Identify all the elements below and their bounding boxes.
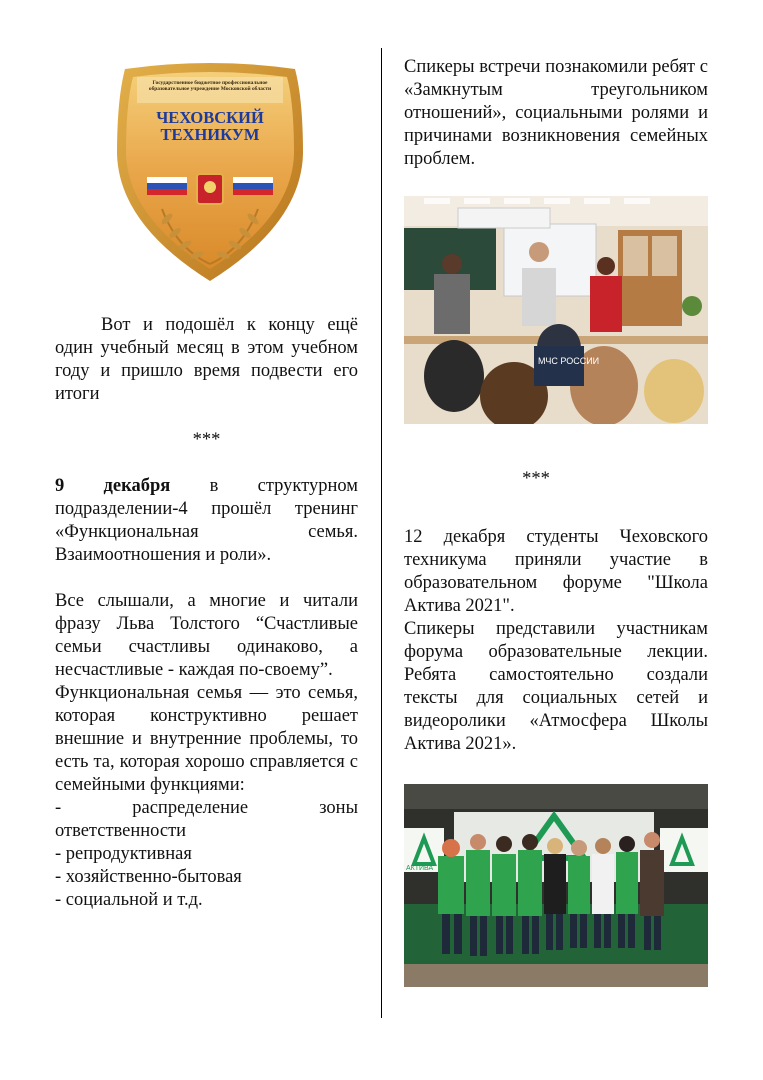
shield-logo — [107, 59, 313, 284]
function-item: - репродуктивная — [55, 844, 192, 864]
tolstoy-quote-paragraph: Все слышали, а многие и читали фразу Льва Толстого “Счастливые семьи счастливы одинаково, а несчастливые - каждая по-своему”. — [55, 591, 358, 680]
training-photo — [404, 196, 708, 431]
function-item: - хозяйственно-бытовая — [55, 867, 242, 887]
emblem-title-line2: ТЕХНИКУМ — [160, 125, 260, 144]
emblem-institution-text: Государственное бюджетное профессиональное образовательное учреждение Московской области — [148, 80, 272, 93]
function-item: - социальной и т.д. — [55, 890, 203, 910]
uniform-label: МЧС РОССИИ — [538, 356, 600, 366]
classroom-image — [404, 196, 708, 424]
event-paragraph — [55, 475, 358, 567]
definition-paragraph: Функциональная семья — это семья, которая конструктивно решает внешние и внутренние проблемы, то есть та, которая хорошо справляется с семейными функциями: — [55, 683, 358, 795]
event-date: 9 декабря — [55, 476, 171, 496]
banner-label: АКТИВА — [406, 865, 434, 872]
column-divider — [381, 48, 382, 1018]
right-column — [404, 56, 708, 994]
separator-1: *** — [192, 430, 221, 450]
left-column — [55, 50, 358, 912]
forum-paragraph-2: Спикеры представили участникам форума образовательные лекции. Ребята самостоятельно создали тексты для социальных сетей и видеоролики «Атмосфера Школы Актива 2021». — [404, 619, 708, 754]
emblem-title — [125, 109, 295, 143]
emblem-title-line1: ЧЕХОВСКИЙ — [156, 108, 264, 127]
group-photo-image — [404, 784, 708, 987]
event-text: в структурном подразделении-4 прошёл тренинг «Функциональная семья. Взаимоотношения и роли». — [55, 476, 358, 565]
forum-paragraph-1: 12 декабря студенты Чеховского техникума приняли участие в образовательном форуме "Школа Актива 2021". — [404, 527, 708, 616]
speakers-paragraph: Спикеры встречи познакомили ребят с «Замкнутым треугольником отношений», социальными ролями и причинами возникновения семейных проблем. — [404, 57, 708, 169]
forum-photo — [404, 784, 708, 994]
intro-paragraph: Вот и подошёл к концу ещё один учебный месяц в этом учебном году и пришло время подвести его итоги — [55, 315, 358, 404]
separator-2: *** — [522, 469, 550, 489]
technikum-emblem — [107, 59, 313, 284]
function-item: - распределение зоны ответственности — [55, 798, 358, 841]
